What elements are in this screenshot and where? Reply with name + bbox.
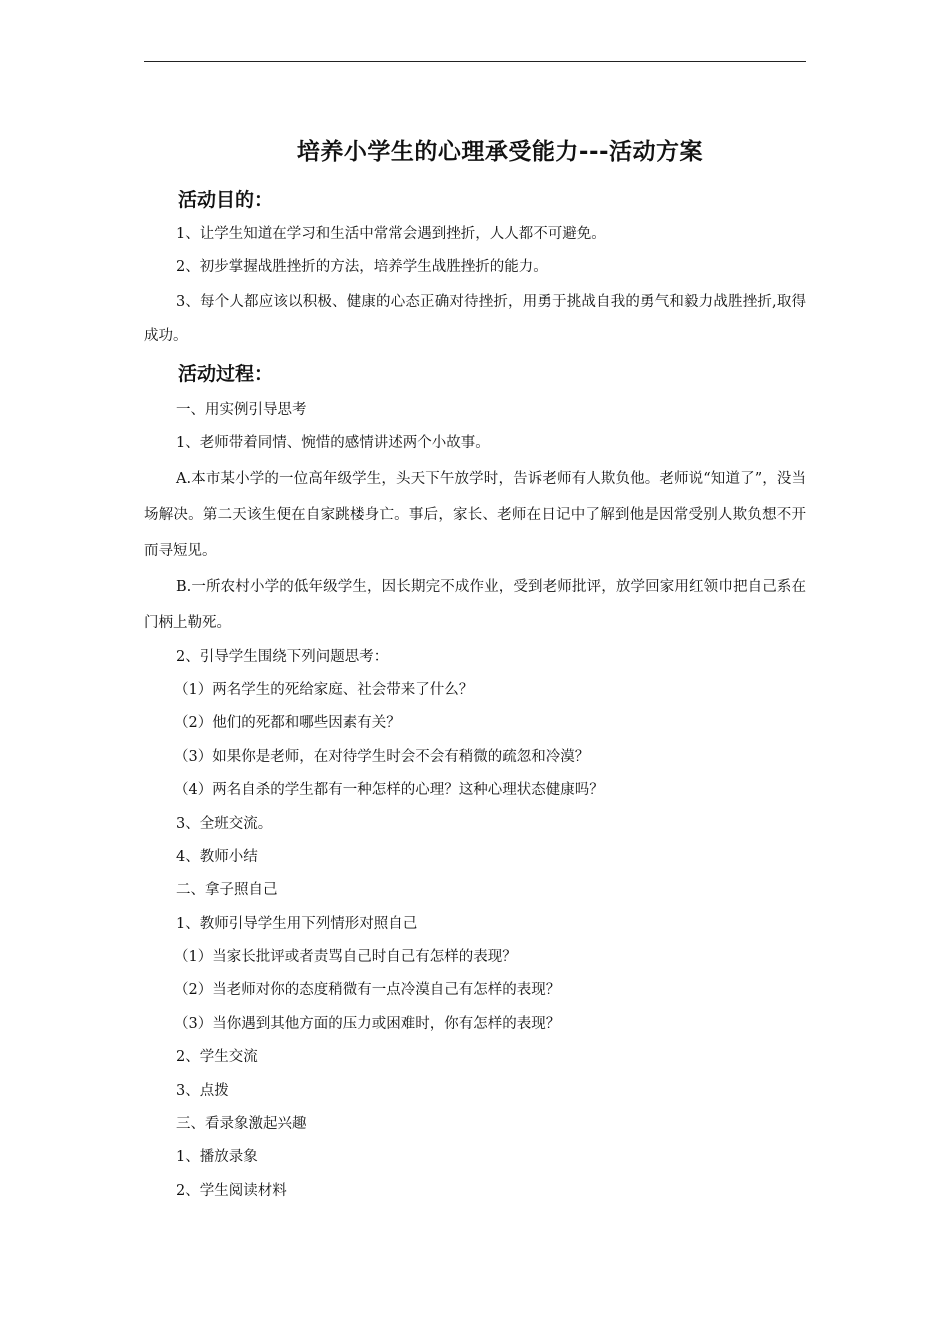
- purpose-item: 1、让学生知道在学习和生活中常常会遇到挫折，人人都不可避免。: [176, 226, 606, 242]
- part-title: 三、看录象激起兴趣: [176, 1116, 307, 1133]
- question-item: （3）如果你是老师，在对待学生时会不会有稍微的疏忽和冷漠？: [174, 748, 590, 765]
- question-item: （1）两名学生的死给家庭、社会带来了什么？: [174, 681, 474, 698]
- part-title: 二、拿子照自己: [176, 882, 278, 899]
- step-line: 2、学生阅读材料: [176, 1182, 287, 1199]
- step-line: 2、引导学生围绕下列问题思考：: [176, 648, 389, 665]
- question-item: （3）当你遇到其他方面的压力或困难时，你有怎样的表现？: [174, 1015, 561, 1032]
- document-body: [144, 183, 806, 1208]
- step-line: 1、播放录象: [176, 1149, 258, 1166]
- question-item: （1）当家长批评或者责骂自己时自己有怎样的表现？: [174, 949, 517, 966]
- header-rule: [144, 61, 806, 62]
- section-heading-purpose: 活动目的：: [178, 189, 274, 211]
- part-title: 一、用实例引导思考: [176, 401, 307, 418]
- step-line: 3、点拨: [176, 1082, 229, 1099]
- story-paragraph: A.本市某小学的一位高年级学生，头天下午放学时，告诉老师有人欺负他。老师说“知道了”，没当场解决。第二天该生便在自家跳楼身亡。事后，家长、老师在日记中了解到他是因常受别人欺负想不开而寻短见。: [144, 470, 806, 559]
- section-heading-process: 活动过程：: [178, 362, 274, 385]
- step-line: 1、老师带着同情、惋惜的感情讲述两个小故事。: [176, 435, 490, 452]
- step-line: 1、教师引导学生用下列情形对照自己: [176, 915, 418, 932]
- purpose-paragraph: 3、每个人都应该以积极、健康的心态正确对待挫折，用勇于挑战自我的勇气和毅力战胜挫折,取得成功。: [144, 293, 806, 344]
- document-title: 培养小学生的心理承受能力---活动方案: [296, 139, 704, 165]
- question-item: （2）当老师对你的态度稍微有一点冷漠自己有怎样的表现？: [174, 982, 561, 999]
- question-item: （2）他们的死都和哪些因素有关？: [174, 715, 401, 732]
- step-line: 3、全班交流。: [176, 815, 273, 832]
- question-item: （4）两名自杀的学生都有一种怎样的心理？这种心理状态健康吗？: [174, 782, 604, 799]
- purpose-item: 2、初步掌握战胜挫折的方法，培养学生战胜挫折的能力。: [176, 259, 548, 276]
- step-line: 4、教师小结: [176, 848, 258, 865]
- step-line: 2、学生交流: [176, 1049, 258, 1066]
- story-paragraph: B.一所农村小学的低年级学生，因长期完不成作业，受到老师批评，放学回家用红领巾把自己系在门柄上勒死。: [144, 578, 806, 631]
